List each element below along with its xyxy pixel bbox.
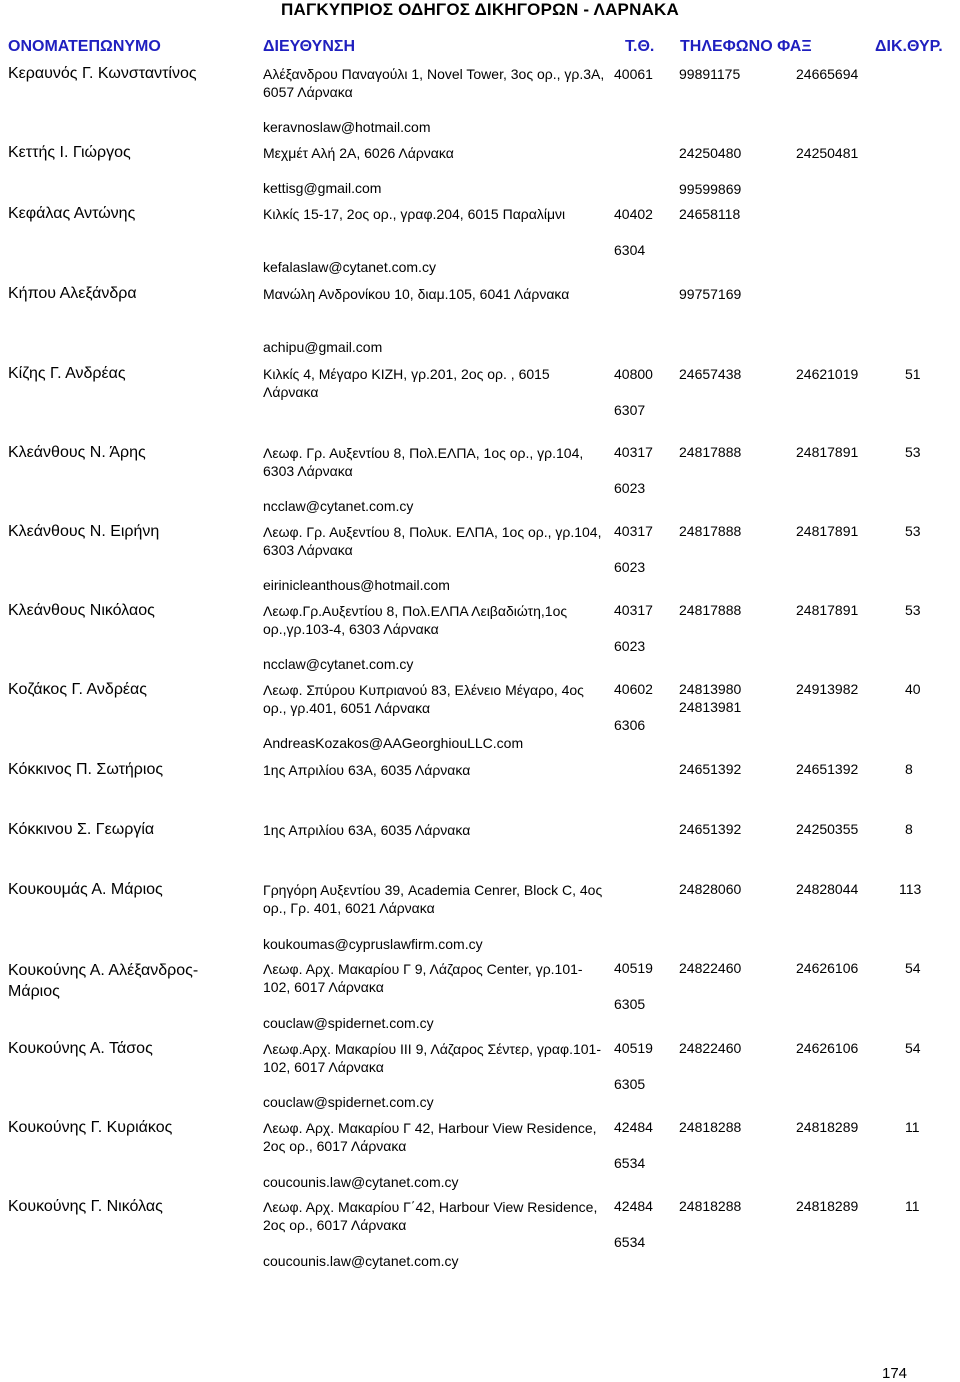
lawyer-name: Κλεάνθους Ν. Άρης <box>8 444 146 461</box>
phone: 24817888 <box>679 444 742 460</box>
postal-code: 6306 <box>614 717 646 733</box>
lawyer-address: Κιλκίς 15-17, 2ος ορ., γραφ.204, 6015 Παραλίμνι <box>263 206 566 222</box>
lawyer-name: Κόκκινου Σ. Γεωργία <box>8 821 155 838</box>
phone: 24250480 <box>679 145 742 161</box>
phone: 24658118 <box>679 206 741 222</box>
postal-code: 6305 <box>614 1076 646 1092</box>
fax: 24250481 <box>796 145 859 161</box>
lawyer-email[interactable]: coucounis.law@cytanet.com.cy <box>263 1174 459 1190</box>
fax: 24817891 <box>796 523 859 539</box>
lawyer-address: 1ης Απριλίου 63Α, 6035 Λάρνακα <box>263 762 471 778</box>
court-box: 11 <box>905 1119 920 1135</box>
court-box: 40 <box>905 681 921 697</box>
lawyer-name: Κλεάνθους Ν. Ειρήνη <box>8 523 160 540</box>
lawyer-name: Κουκούνης Α. Αλέξανδρος-Μάριος <box>8 962 199 1000</box>
phone: 24657438 <box>679 366 742 382</box>
fax: 24626106 <box>796 1040 859 1056</box>
lawyer-address: Μανώλη Ανδρονίκου 10, διαμ.105, 6041 Λάρνακα <box>263 286 570 302</box>
lawyer-address: Λεωφ. Αρχ. Μακαρίου Γ 9, Λάζαρος Center, γρ.101-102, 6017 Λάρνακα <box>263 961 583 995</box>
phone: 24818288 <box>679 1198 742 1214</box>
postal-code: 6023 <box>614 480 646 496</box>
postal-code: 6534 <box>614 1155 646 1171</box>
court-box: 11 <box>905 1198 920 1214</box>
lawyer-address: Μεχμέτ Αλή 2Α, 6026 Λάρνακα <box>263 145 454 161</box>
lawyer-address: Κιλκίς 4, Μέγαρο ΚΙΖΗ, γρ.201, 2ος ορ. , 6015 Λάρνακα <box>263 366 550 400</box>
lawyer-address: Λεωφ. Αρχ. Μακαρίου Γ 42, Harbour View Residence, 2ος ορ., 6017 Λάρνακα <box>263 1120 597 1154</box>
po-box: 40317 <box>614 523 653 539</box>
phone: 24813980 <box>679 681 742 697</box>
lawyer-name: Κουκούνης Γ. Κυριάκος <box>8 1119 173 1136</box>
header-name: ΟΝΟΜΑΤΕΠΩΝΥΜΟ <box>8 38 161 55</box>
fax: 24818289 <box>796 1198 859 1214</box>
court-box: 53 <box>905 523 921 539</box>
po-box: 40317 <box>614 602 653 618</box>
header-court-box: ΔΙΚ.ΘΥΡ. <box>875 38 943 55</box>
po-box: 40519 <box>614 1040 653 1056</box>
po-box: 40519 <box>614 960 653 976</box>
court-box: 53 <box>905 602 921 618</box>
fax: 24828044 <box>796 881 859 897</box>
court-box: 54 <box>905 960 921 976</box>
po-box: 40061 <box>614 66 653 82</box>
lawyer-email[interactable]: eirinicleanthous@hotmail.com <box>263 577 450 593</box>
phone: 24651392 <box>679 821 742 837</box>
po-box: 40317 <box>614 444 653 460</box>
fax: 24817891 <box>796 602 859 618</box>
po-box: 40602 <box>614 681 653 697</box>
lawyer-name: Κίζης Γ. Ανδρέας <box>8 365 126 382</box>
lawyer-address: Λεωφ. Γρ. Αυξεντίου 8, Πολυκ. ΕΛΠΑ, 1ος ορ., γρ.104, 6303 Λάρνακα <box>263 524 602 558</box>
po-box: 42484 <box>614 1198 653 1214</box>
fax: 24626106 <box>796 960 859 976</box>
court-box: 8 <box>905 761 913 777</box>
phone: 24822460 <box>679 1040 742 1056</box>
phone: 24818288 <box>679 1119 742 1135</box>
postal-code: 6307 <box>614 402 646 418</box>
fax: 24651392 <box>796 761 859 777</box>
po-box: 42484 <box>614 1119 653 1135</box>
court-box: 8 <box>905 821 913 837</box>
lawyer-name: Κουκούνης Γ. Νικόλας <box>8 1198 163 1215</box>
fax: 24250355 <box>796 821 859 837</box>
lawyer-name: Κεραυνός Γ. Κωνσταντίνος <box>8 65 197 82</box>
fax: 24665694 <box>796 66 859 82</box>
court-box: 113 <box>899 881 922 897</box>
fax: 24818289 <box>796 1119 859 1135</box>
lawyer-name: Κουκούνης Α. Τάσος <box>8 1040 153 1057</box>
lawyer-address: Λεωφ. Αρχ. Μακαρίου Γ΄42, Harbour View Residence, 2ος ορ., 6017 Λάρνακα <box>263 1199 598 1233</box>
lawyer-name: Κλεάνθους Νικόλαος <box>8 602 155 619</box>
header-address: ΔΙΕΥΘΥΝΣΗ <box>263 38 356 55</box>
phone: 24817888 <box>679 602 742 618</box>
court-box: 53 <box>905 444 921 460</box>
lawyer-address: Αλέξανδρου Παναγούλι 1, Novel Tower, 3ος ορ., γρ.3Α, 6057 Λάρνακα <box>263 66 605 100</box>
lawyer-address: Λεωφ. Γρ. Αυξεντίου 8, Πολ.ΕΛΠΑ, 1ος ορ., γρ.104, 6303 Λάρνακα <box>263 445 584 479</box>
fax: 24817891 <box>796 444 859 460</box>
court-box: 54 <box>905 1040 921 1056</box>
phone: 99891175 <box>679 66 741 82</box>
lawyer-email[interactable]: AndreasKozakos@AAGeorghiouLLC.com <box>263 735 524 751</box>
lawyer-email[interactable]: ncclaw@cytanet.com.cy <box>263 656 414 672</box>
po-box: 40800 <box>614 366 653 382</box>
phone: 24822460 <box>679 960 742 976</box>
po-box: 40402 <box>614 206 653 222</box>
lawyer-name: Κοζάκος Γ. Ανδρέας <box>8 681 148 698</box>
lawyer-email[interactable]: couclaw@spidernet.com.cy <box>263 1015 434 1031</box>
postal-code: 6023 <box>614 559 646 575</box>
lawyer-email[interactable]: koukoumas@cypruslawfirm.com.cy <box>263 936 483 952</box>
lawyer-email[interactable]: kefalaslaw@cytanet.com.cy <box>263 259 436 275</box>
page-number: 174 <box>882 1365 908 1382</box>
lawyer-name: Κεττής Ι. Γιώργος <box>8 144 131 161</box>
lawyer-address: Γρηγόρη Αυξεντίου 39, Academia Cenrer, Block C, 4ος ορ., Γρ. 401, 6021 Λάρνακα <box>263 882 603 916</box>
header-phone-fax: ΤΗΛΕΦΩΝΟ ΦΑΞ <box>680 38 812 55</box>
fax: 24621019 <box>796 366 859 382</box>
lawyer-email[interactable]: ncclaw@cytanet.com.cy <box>263 498 414 514</box>
lawyer-email[interactable]: keravnoslaw@hotmail.com <box>263 119 431 135</box>
postal-code: 6534 <box>614 1234 646 1250</box>
page-title: ΠΑΓΚΥΠΡΙΟΣ ΟΔΗΓΟΣ ΔΙΚΗΓΟΡΩΝ - ΛΑΡΝΑΚΑ <box>281 0 679 19</box>
lawyer-address: 1ης Απριλίου 63Α, 6035 Λάρνακα <box>263 822 471 838</box>
lawyer-address: Λεωφ.Γρ.Αυξεντίου 8, Πολ.ΕΛΠΑ Λειβαδιώτη,1ος ορ.,γρ.103-4, 6303 Λάρνακα <box>263 603 568 637</box>
phone: 24817888 <box>679 523 742 539</box>
mobile: 99599869 <box>679 181 742 197</box>
phone-secondary: 24813981 <box>679 699 742 715</box>
postal-code: 6305 <box>614 996 646 1012</box>
lawyer-email[interactable]: coucounis.law@cytanet.com.cy <box>263 1253 459 1269</box>
phone: 99757169 <box>679 286 742 302</box>
lawyer-name: Κεφάλας Αντώνης <box>8 205 136 222</box>
court-box: 51 <box>905 366 921 382</box>
phone: 24828060 <box>679 881 742 897</box>
phone: 24651392 <box>679 761 742 777</box>
lawyer-name: Κόκκινος Π. Σωτήριος <box>8 761 164 778</box>
lawyer-email[interactable]: kettisg@gmail.com <box>263 180 382 196</box>
lawyer-name: Κήπου Αλεξάνδρα <box>8 285 137 302</box>
header-po-box: Τ.Θ. <box>625 38 655 55</box>
lawyer-address: Λεωφ.Αρχ. Μακαρίου ΙΙΙ 9, Λάζαρος Σέντερ, γραφ.101-102, 6017 Λάρνακα <box>263 1041 601 1075</box>
fax: 24913982 <box>796 681 859 697</box>
postal-code: 6023 <box>614 638 646 654</box>
lawyer-email[interactable]: couclaw@spidernet.com.cy <box>263 1094 434 1110</box>
lawyer-name: Κουκουμάς Α. Μάριος <box>8 881 163 898</box>
postal-code: 6304 <box>614 242 646 258</box>
lawyer-address: Λεωφ. Σπύρου Κυπριανού 83, Ελένειο Μέγαρο, 4ος ορ., γρ.401, 6051 Λάρνακα <box>263 682 584 716</box>
lawyer-email[interactable]: achipu@gmail.com <box>263 339 383 355</box>
